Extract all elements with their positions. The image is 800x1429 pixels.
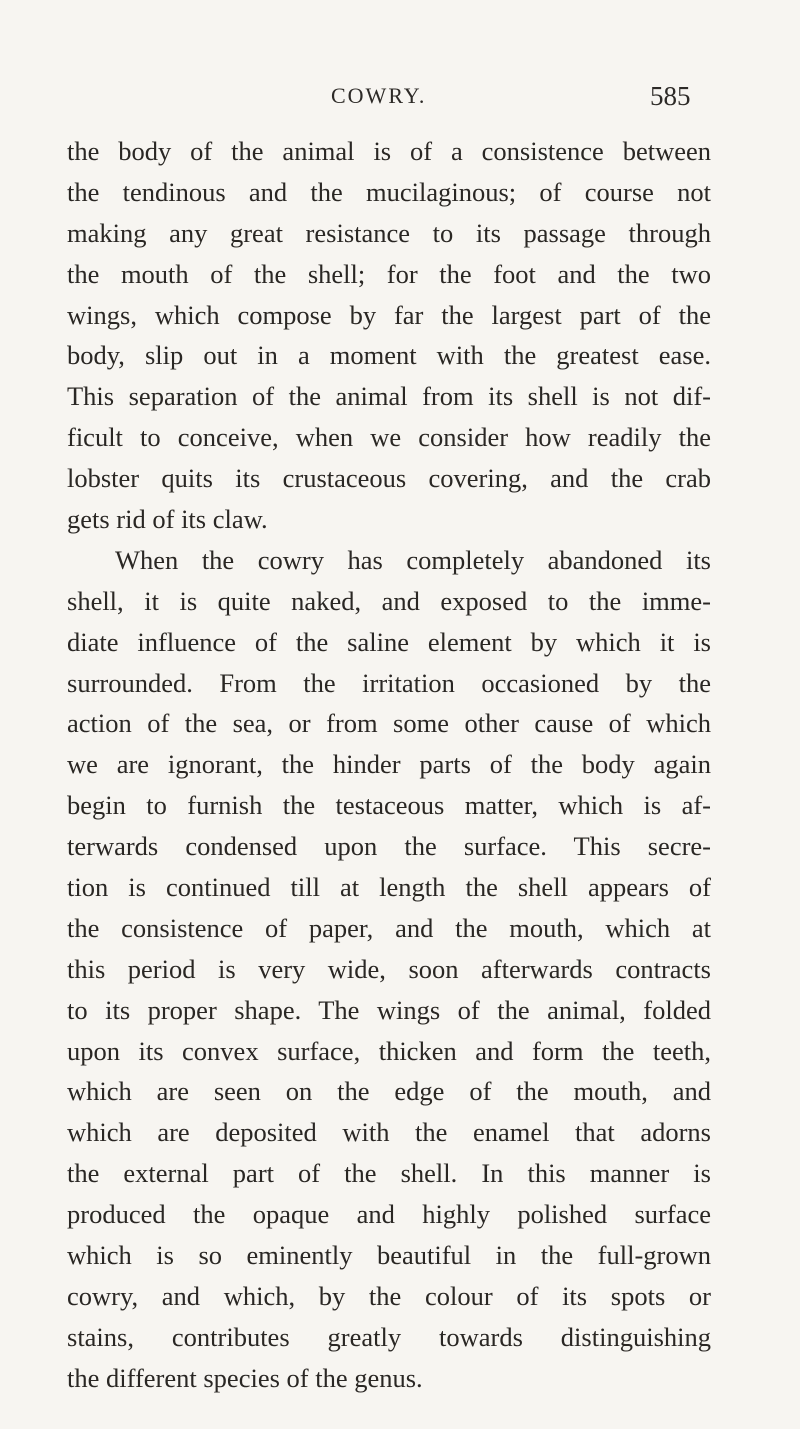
text-line: this period is very wide, soon afterwards contracts xyxy=(67,953,711,984)
text-line: wings, which compose by far the largest part of the xyxy=(67,299,711,330)
text-line: upon its convex surface, thicken and form the teeth, xyxy=(67,1035,711,1066)
text-line: action of the sea, or from some other cause of which xyxy=(67,708,711,739)
text-line: stains, contributes greatly towards distinguishing xyxy=(67,1321,711,1352)
page-number: 585 xyxy=(650,81,691,111)
text-line: gets rid of its claw. xyxy=(67,504,268,535)
text-line: cowry, and which, by the colour of its spots or xyxy=(67,1280,711,1311)
text-line: we are ignorant, the hinder parts of the body again xyxy=(67,749,711,780)
text-line: the different species of the genus. xyxy=(67,1362,423,1393)
text-line: which are seen on the edge of the mouth, and xyxy=(67,1076,711,1107)
text-line: terwards condensed upon the surface. This secre- xyxy=(67,831,711,862)
text-line: shell, it is quite naked, and exposed to the imme- xyxy=(67,585,711,616)
text-line: ficult to conceive, when we consider how readily the xyxy=(67,422,711,453)
running-head xyxy=(0,83,800,115)
text-line: the consistence of paper, and the mouth, which at xyxy=(67,912,711,943)
text-line: tion is continued till at length the shell appears of xyxy=(67,872,711,903)
text-line: to its proper shape. The wings of the animal, folded xyxy=(67,994,711,1025)
body-text xyxy=(67,131,711,1399)
text-line: diate influence of the saline element by which it is xyxy=(67,626,711,657)
text-line: This separation of the animal from its shell is not dif- xyxy=(67,381,711,412)
text-line: which are deposited with the enamel that adorns xyxy=(67,1117,711,1148)
text-line: lobster quits its crustaceous covering, and the crab xyxy=(67,463,711,494)
text-line: surrounded. From the irritation occasioned by the xyxy=(67,667,711,698)
text-line: which is so eminently beautiful in the full-grown xyxy=(67,1240,711,1271)
text-line: begin to furnish the testaceous matter, which is af- xyxy=(67,790,711,821)
paragraph-start-line: When the cowry has completely abandoned its xyxy=(115,544,711,575)
text-line: the body of the animal is of a consistence between xyxy=(67,136,711,166)
text-line: the tendinous and the mucilaginous; of course not xyxy=(67,176,711,207)
text-line: the external part of the shell. In this manner is xyxy=(67,1158,711,1189)
text-line: produced the opaque and highly polished surface xyxy=(67,1199,711,1230)
text-line: body, slip out in a moment with the greatest ease. xyxy=(67,340,711,371)
text-line: the mouth of the shell; for the foot and the two xyxy=(67,258,711,289)
text-line: making any great resistance to its passage through xyxy=(67,217,711,248)
running-title: COWRY. xyxy=(331,83,427,108)
